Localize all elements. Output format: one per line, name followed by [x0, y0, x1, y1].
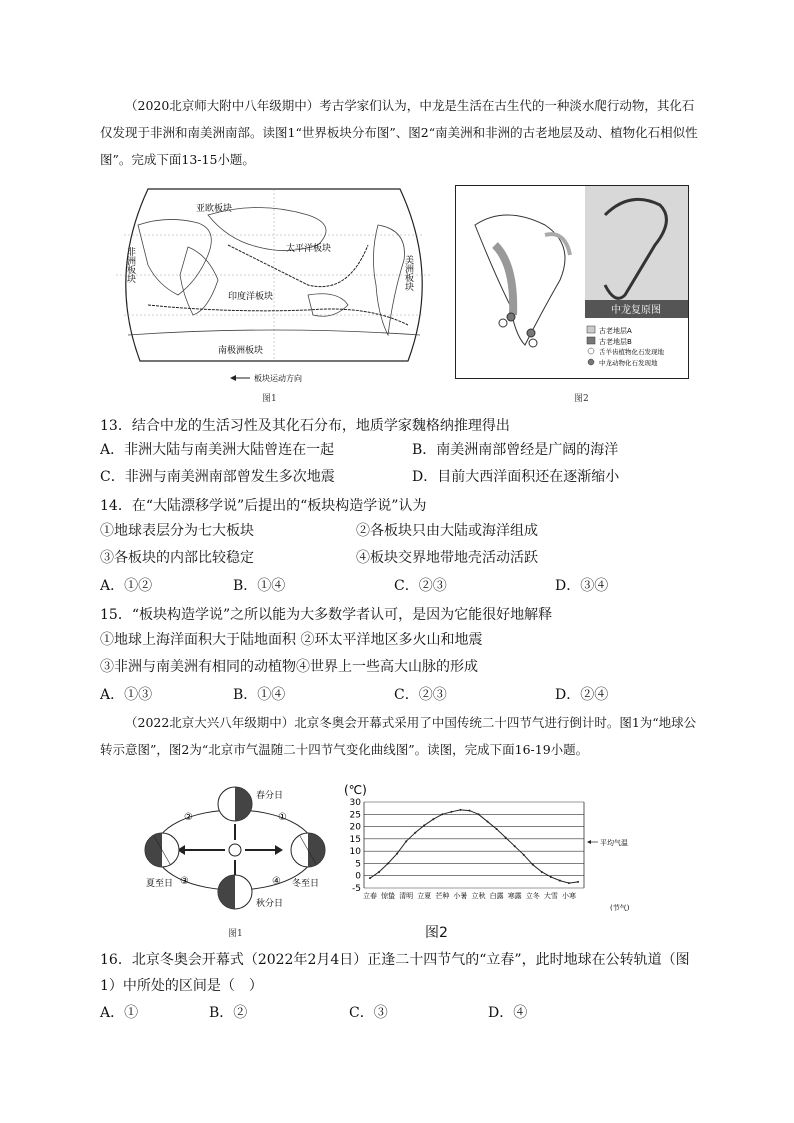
q14-option-d[interactable]: D．③④	[555, 578, 609, 594]
label-autumn-equinox: 秋分日	[256, 899, 284, 909]
temperature-chart	[340, 780, 640, 920]
earth-winter	[291, 833, 325, 867]
segment-3: ③	[180, 876, 189, 887]
x-tick-label: 大雪	[543, 892, 558, 900]
q14-option-c[interactable]: C．②③	[394, 578, 447, 594]
map-legend-arrow: 板块运动方向	[254, 374, 302, 383]
plate-label-africa: 非洲板块	[125, 247, 135, 283]
x-tick-label: 立秋	[471, 892, 486, 900]
series-label: 平均气温	[600, 839, 628, 847]
data-point	[559, 880, 561, 882]
chart-ylabel: (℃)	[344, 783, 367, 797]
q14-statement-1: ①地球表层分为七大板块	[100, 523, 254, 539]
data-point	[577, 881, 579, 883]
q16-option-a[interactable]: A．①	[100, 1005, 139, 1021]
y-tick-label: 5	[355, 859, 361, 870]
data-point	[450, 811, 452, 813]
label-spring-equinox: 春分日	[256, 791, 284, 801]
y-tick-label: -5	[352, 884, 361, 894]
temperature-series-line	[370, 810, 578, 883]
question-13-stem: 13．结合中龙的生活习性及其化石分布，地质学家魏格纳推理得出	[100, 418, 510, 434]
data-point	[378, 871, 380, 873]
data-point	[423, 824, 425, 826]
data-point	[459, 809, 461, 811]
data-point	[541, 871, 543, 873]
plate-label-antarctic: 南极洲板块	[218, 346, 264, 356]
chart-caption: 图2	[425, 925, 448, 941]
data-point	[369, 877, 371, 879]
data-point	[432, 818, 434, 820]
x-tick-label: 立夏	[417, 892, 432, 900]
y-tick-label: 30	[349, 798, 361, 808]
segment-2: ②	[184, 812, 193, 823]
orbit-caption: 图1	[228, 929, 243, 939]
question-14-options	[100, 575, 700, 601]
earth-orbit-diagram	[140, 784, 335, 924]
data-point	[505, 837, 507, 839]
earth-autumn	[218, 875, 252, 909]
x-tick-label: 清明	[399, 892, 414, 900]
q15-option-d[interactable]: D．②④	[555, 687, 609, 703]
data-point	[396, 853, 398, 855]
question-15-stem: 15．“板块构造学说”之所以能为大多数学者认可，是因为它能很好地解释	[100, 607, 553, 623]
data-point	[487, 821, 489, 823]
q14-option-a[interactable]: A．①②	[100, 578, 153, 594]
figure1-caption: 图1	[262, 394, 277, 404]
question-13-options-cd	[100, 466, 700, 492]
x-tick-label: 小暑	[453, 892, 468, 900]
segment-1: ①	[278, 812, 287, 823]
q15-statements-3-4: ③非洲与南美洲有相同的动植物④世界上一些高大山脉的形成	[100, 659, 478, 675]
label-summer-solstice: 夏至日	[146, 879, 174, 889]
plate-label-america: 美洲板块	[403, 255, 413, 291]
plate-label-pacific: 太平洋板块	[286, 244, 332, 254]
intro-paragraph-1: （2020北京师大附中八年级期中）考古学家们认为，中龙是生活在古生代的一种淡水爬行动物，其化石仅发现于非洲和南美洲南部。读图1“世界板块分布图”、图2“南美洲和非洲的古老地层及动、植物化石相似性图”。完成下面13-15小题。	[100, 98, 698, 167]
legend-plant-fossil: 舌羊齿植物化石发现地	[599, 348, 664, 356]
q13-option-a[interactable]: A．非洲大陆与南美洲大陆曾连在一起	[100, 442, 335, 458]
plate-label-indian: 印度洋板块	[228, 292, 274, 302]
question-15-options	[100, 684, 700, 710]
x-tick-label: 小寒	[561, 892, 576, 900]
chart-xlabel: (节气)	[610, 904, 630, 912]
dragon-title: 中龙复原图	[611, 305, 661, 316]
q13-option-b[interactable]: B．南美洲南部曾经是广阔的海洋	[412, 442, 619, 458]
data-point	[387, 862, 389, 864]
earth-spring	[218, 787, 252, 821]
x-tick-label: 立冬	[525, 892, 540, 900]
q13-option-c[interactable]: C．非洲与南美洲南部曾发生多次地震	[100, 469, 335, 485]
data-point	[523, 854, 525, 856]
q14-option-b[interactable]: B．①④	[233, 578, 286, 594]
x-tick-label: 寒露	[507, 892, 522, 900]
question-16-options	[100, 1002, 700, 1028]
y-tick-label: 10	[349, 847, 361, 858]
q16-option-d[interactable]: D．④	[488, 1005, 528, 1021]
data-point	[496, 828, 498, 830]
question-14-stem: 14．在“大陆漂移学说”后提出的“板块构造学说”认为	[100, 498, 427, 514]
x-tick-label: 惊蛰	[381, 892, 396, 900]
data-point	[532, 864, 534, 866]
y-tick-label: 20	[349, 822, 361, 833]
question-14-statements-12	[100, 520, 700, 546]
q16-option-c[interactable]: C．③	[349, 1005, 388, 1021]
legend-layer-b: 古老地层B	[599, 338, 632, 346]
q15-option-b[interactable]: B．①④	[233, 687, 286, 703]
fossil-map	[455, 185, 689, 379]
label-winter-solstice: 冬至日	[292, 879, 320, 889]
world-plates-map	[108, 185, 440, 385]
intro-paragraph-2: （2022北京大兴八年级期中）北京冬奥会开幕式采用了中国传统二十四节气进行倒计时。图1为“地球公转示意图”，图2为“北京市气温随二十四节气变化曲线图”。读图，完成下面16-19小题。	[100, 715, 697, 757]
x-tick-label: 芒种	[435, 892, 450, 900]
data-point	[441, 813, 443, 815]
figure2-caption: 图2	[574, 394, 589, 404]
segment-4: ④	[272, 876, 281, 887]
q15-option-a[interactable]: A．①③	[100, 687, 153, 703]
data-point	[550, 876, 552, 878]
data-point	[405, 840, 407, 842]
data-point	[468, 810, 470, 812]
question-15-statements-34	[100, 656, 700, 682]
y-tick-label: 0	[355, 871, 361, 882]
question-16-stem: 16．北京冬奥会开幕式（2022年2月4日）正逢二十四节气的“立春”，此时地球在公转轨道（图1）中所处的区间是（ ）	[100, 952, 690, 994]
legend-layer-a: 古老地层A	[599, 327, 632, 335]
q14-statement-3: ③各板块的内部比较稳定	[100, 550, 254, 566]
q15-statements-1-2: ①地球上海洋面积大于陆地面积 ②环太平洋地区多火山和地震	[100, 632, 483, 648]
q14-statement-4: ④板块交界地带地壳活动活跃	[356, 550, 538, 566]
question-13-options-ab	[100, 439, 700, 465]
plate-label-eurasia: 亚欧板块	[196, 204, 233, 214]
q14-statement-2: ②各板块只由大陆或海洋组成	[356, 523, 538, 539]
question-15-statements-12	[100, 629, 700, 655]
q13-option-d[interactable]: D．目前大西洋面积还在逐渐缩小	[412, 469, 620, 485]
data-point	[568, 882, 570, 884]
legend-dragon-fossil: 中龙动物化石发现地	[599, 359, 658, 367]
data-point	[414, 832, 416, 834]
data-point	[478, 813, 480, 815]
earth-summer	[145, 833, 179, 867]
q16-option-b[interactable]: B．②	[209, 1005, 248, 1021]
x-tick-label: 立春	[363, 892, 377, 900]
q15-option-c[interactable]: C．②③	[394, 687, 447, 703]
y-tick-label: 25	[349, 810, 361, 821]
y-tick-label: 15	[349, 834, 361, 845]
question-14-statements-34	[100, 547, 700, 573]
x-tick-label: 白露	[489, 892, 504, 900]
data-point	[514, 845, 516, 847]
